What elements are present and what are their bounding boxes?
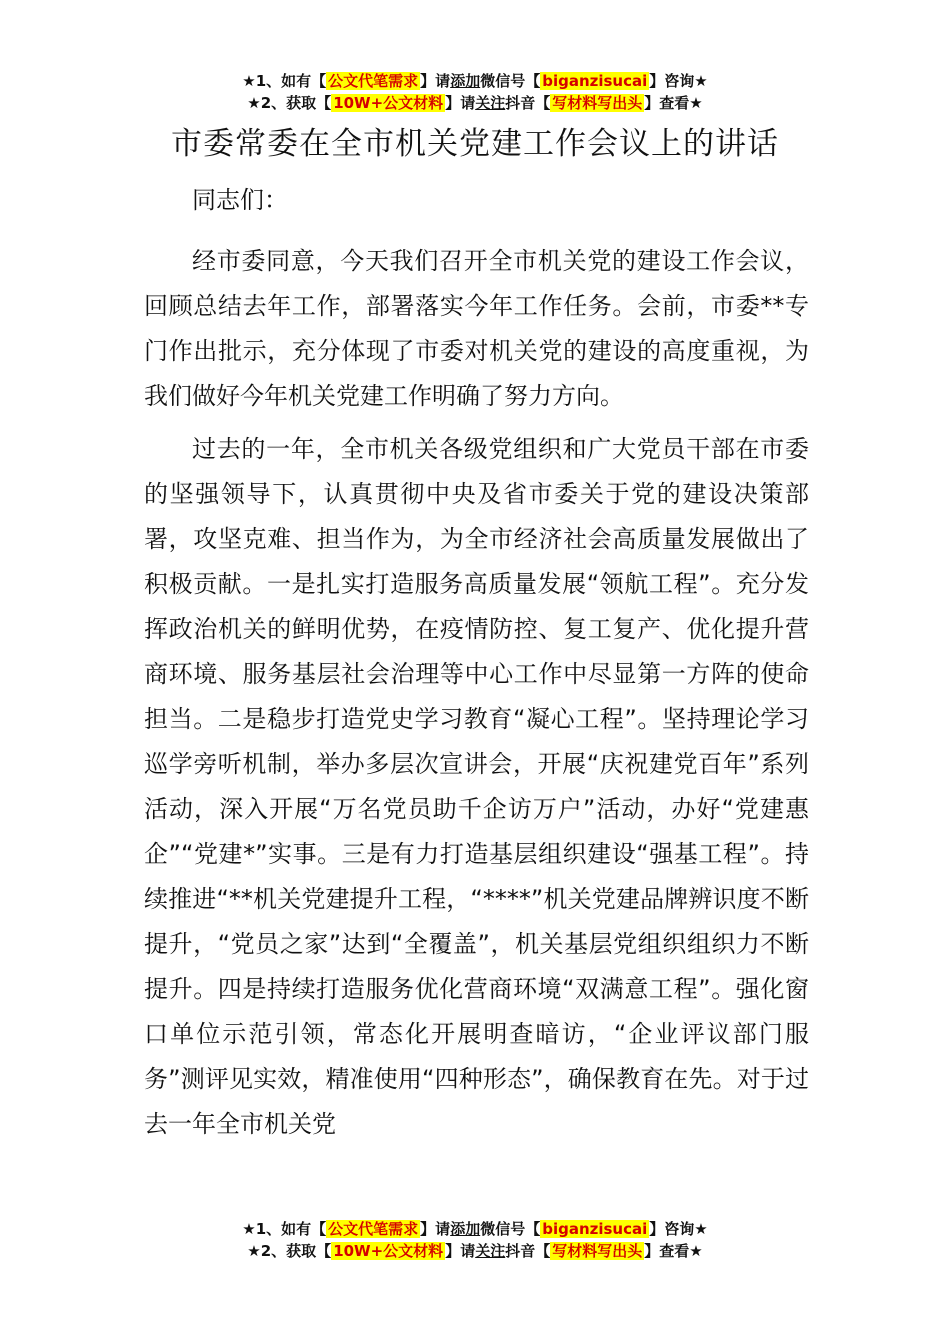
- banner-highlight: 写材料写出头: [552, 1242, 643, 1260]
- document-body: [144, 178, 809, 1155]
- banner-highlight: biganzisucai: [542, 1220, 648, 1238]
- banner-highlight: 10W+公文材料: [333, 1242, 444, 1260]
- banner-text: ★1、如有【: [242, 1220, 327, 1238]
- banner-line-1: [0, 1218, 950, 1240]
- banner-underlined-text: 关注: [475, 94, 506, 112]
- banner-text: ★2、获取【: [247, 1242, 332, 1260]
- banner-text: 】咨询★: [649, 1220, 708, 1238]
- banner-highlight: 写材料写出头: [552, 94, 643, 112]
- banner-text: 】查看★: [644, 1242, 703, 1260]
- banner-text: 】请: [420, 72, 451, 90]
- banner-underlined-text: 添加: [450, 72, 481, 90]
- banner-highlight: biganzisucai: [542, 72, 648, 90]
- banner-text: 】请: [445, 94, 476, 112]
- top-banner: [0, 70, 950, 114]
- banner-highlight: 公文代笔需求: [328, 72, 419, 90]
- banner-highlight: 公文代笔需求: [328, 1220, 419, 1238]
- banner-line-2: [0, 1240, 950, 1262]
- paragraph: 经市委同意，今天我们召开全市机关党的建设工作会议，回顾总结去年工作，部署落实今年工作任务。会前，市委**专门作出批示，充分体现了市委对机关党的建设的高度重视，为我们做好今年机关党建工作明确了努力方向。: [144, 247, 809, 410]
- banner-text: 微信号【: [480, 1220, 541, 1238]
- banner-text: ★2、获取【: [247, 94, 332, 112]
- document-title: 市委常委在全市机关党建工作会议上的讲话: [171, 126, 779, 162]
- banner-highlight: 10W+公文材料: [333, 94, 444, 112]
- greeting: 同志们：: [192, 186, 288, 214]
- paragraph: 过去的一年，全市机关各级党组织和广大党员干部在市委的坚强领导下，认真贯彻中央及省市委关于党的建设决策部署，攻坚克难、担当作为，为全市经济社会高质量发展做出了积极贡献。一是扎实打造服务高质量发展“领航工程”。充分发挥政治机关的鲜明优势，在疫情防控、复工复产、优化提升营商环境、服务基层社会治理等中心工作中尽显第一方阵的使命担当。二是稳步打造党史学习教育“凝心工程”。坚持理论学习巡学旁听机制，举办多层次宣讲会，开展“庆祝建党百年”系列活动，深入开展“万名党员助千企访万户”活动，办好“党建惠企”“党建*”实事。三是有力打造基层组织建设“强基工程”。持续推进“**机关党建提升工程，“****”机关党建品牌辨识度不断提升，“党员之家”达到“全覆盖”，机关基层党组织组织力不断提升。四是持续打造服务优化营商环境“双满意工程”。强化窗口单位示范引领，常态化开展明查暗访，“企业评议部门服务”测评见实效，精准使用“四种形态”，确保教育在先。对于过去一年全市机关党: [144, 435, 809, 1138]
- banner-line-2: [0, 92, 950, 114]
- bottom-banner: [0, 1218, 950, 1262]
- banner-text: 微信号【: [480, 72, 541, 90]
- banner-underlined-text: 关注: [475, 1242, 506, 1260]
- banner-text: 】请: [445, 1242, 476, 1260]
- banner-text: 】查看★: [644, 94, 703, 112]
- banner-text: 抖音【: [505, 1242, 551, 1260]
- banner-text: 】咨询★: [649, 72, 708, 90]
- banner-underlined-text: 添加: [450, 1220, 481, 1238]
- banner-text: 】请: [420, 1220, 451, 1238]
- banner-text: 抖音【: [505, 94, 551, 112]
- banner-line-1: [0, 70, 950, 92]
- banner-text: ★1、如有【: [242, 72, 327, 90]
